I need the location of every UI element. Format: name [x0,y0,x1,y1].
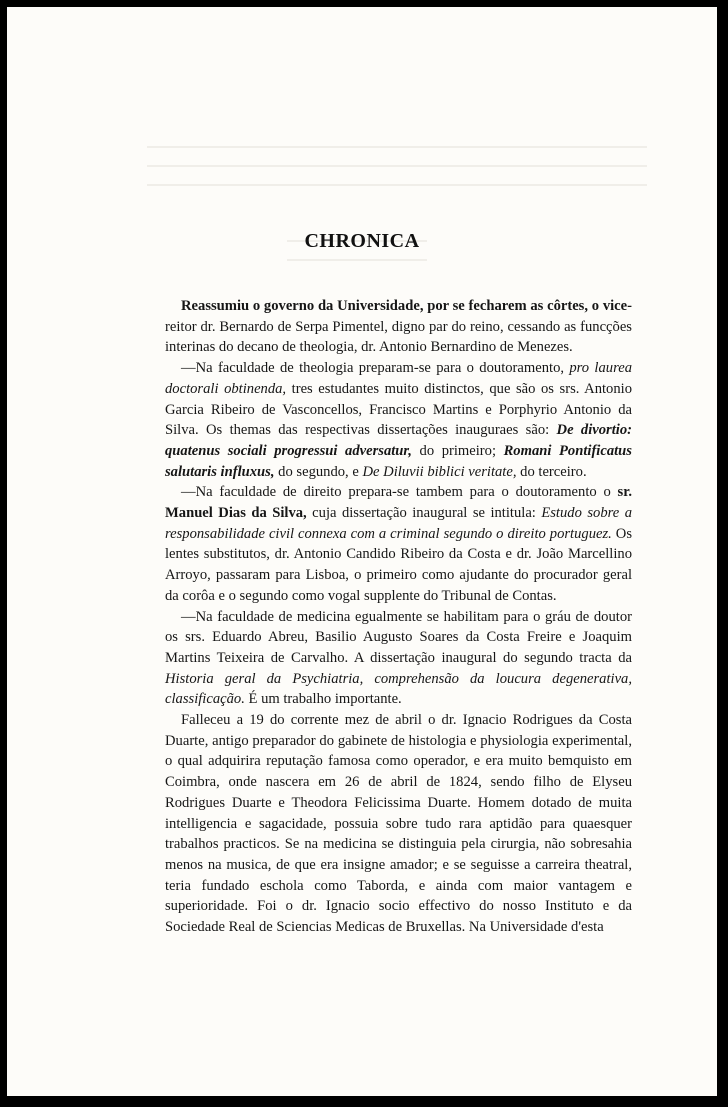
document-page [7,7,717,1096]
paragraph [165,607,632,711]
paragraph [165,482,632,606]
text-run: tres estudantes muito distinctos, que são os srs. Antonio Garcia Ribeiro de Vasconcellos, Francisco Martins e Porphyrio Antonio da Silva. Os themas das respectivas dissertações inauguraes são: [165,380,632,439]
text-run: pro laurea doctorali obtinenda, [165,360,632,397]
text-run: do segundo, e [274,463,363,480]
text-run: do primeiro; [411,442,504,459]
text-run: Romani Pontificatus salutaris influxus, [165,442,632,480]
text-run: De divortio: quatenus sociali progressui adversatur, [165,422,632,459]
text-run: De Diluvii biblici veritate, [362,463,517,480]
text-run: —Na faculdade de direito prepara-se tambem para o doutoramento o [181,484,618,501]
text-run: reitor dr. Bernardo de Serpa Pimentel, digno par do reino, cessando as funcções interinas do decano de theologia, dr. Antonio Bernardino de Menezes. [165,318,632,356]
text-run: É um trabalho importante. [244,691,402,708]
text-run: —Na faculdade de theologia preparam-se para o doutoramento, [181,360,570,377]
text-run: sr. Manuel Dias da Silva, [165,484,632,522]
text-run: Historia geral da Psychiatria, comprehensão da loucura degenerativa, classificação. [165,670,632,708]
text-run: Os lentes substitutos, dr. Antonio Candido Ribeiro da Costa e dr. João Marcellino Arroyo, passaram para Lisboa, o primeiro como ajudante do procurador geral da corôa e o segundo como vogal supplente do Tribunal de Contas. [165,525,632,604]
text-run: do terceiro. [516,463,587,480]
text-run: —Na faculdade de medicina egualmente se habilitam para o gráu de doutor os srs. Eduardo Abreu, Basilio Augusto Soares da Costa Freire e Joaquim Martins Teixeira de Carvalho. A dissertação inaugural do segundo tracta da [165,608,632,666]
paragraph [165,710,632,938]
paragraph [165,358,632,482]
text-run: Reassumiu o governo da Universidade, por se fecharem as côrtes, o vice- [181,298,632,314]
page-title: CHRONICA [304,230,420,252]
paragraph [165,296,632,358]
bleed-through-text [147,139,647,199]
article-body [165,296,632,938]
text-run: Falleceu a 19 do corrente mez de abril o dr. Ignacio Rodrigues da Costa Duarte, antigo preparador do gabinete de histologia e physiologia experimental, o qual adquirira reputação famosa como operador, e era muito bemquisto em Coimbra, onde nascera em 26 de abril de 1824, sendo filho de Elyseu Rodrigues Duarte e Theodora Felicissima Duarte. Homem dotado de muita intelligencia e sagacidade, possuia sobre tudo rara aptidão para quaesquer trabalhos practicos. Se na medicina se distinguia pela cirurgia, não sobresahia menos na musica, de que era insigne amador; e se seguisse a carreira theatral, teria fundado eschola como Taborda, e ainda com maior vantagem e superioridade. Foi o dr. Ignacio socio effectivo do nosso Instituto e da Sociedade Real de Sciencias Medicas de Bruxellas. Na Universidade d'esta [165,712,632,936]
text-run: Estudo sobre a responsabilidade civil connexa com a criminal segundo o direito portuguez. [165,505,632,542]
text-run: cuja dissertação inaugural se intitula: [306,505,542,522]
